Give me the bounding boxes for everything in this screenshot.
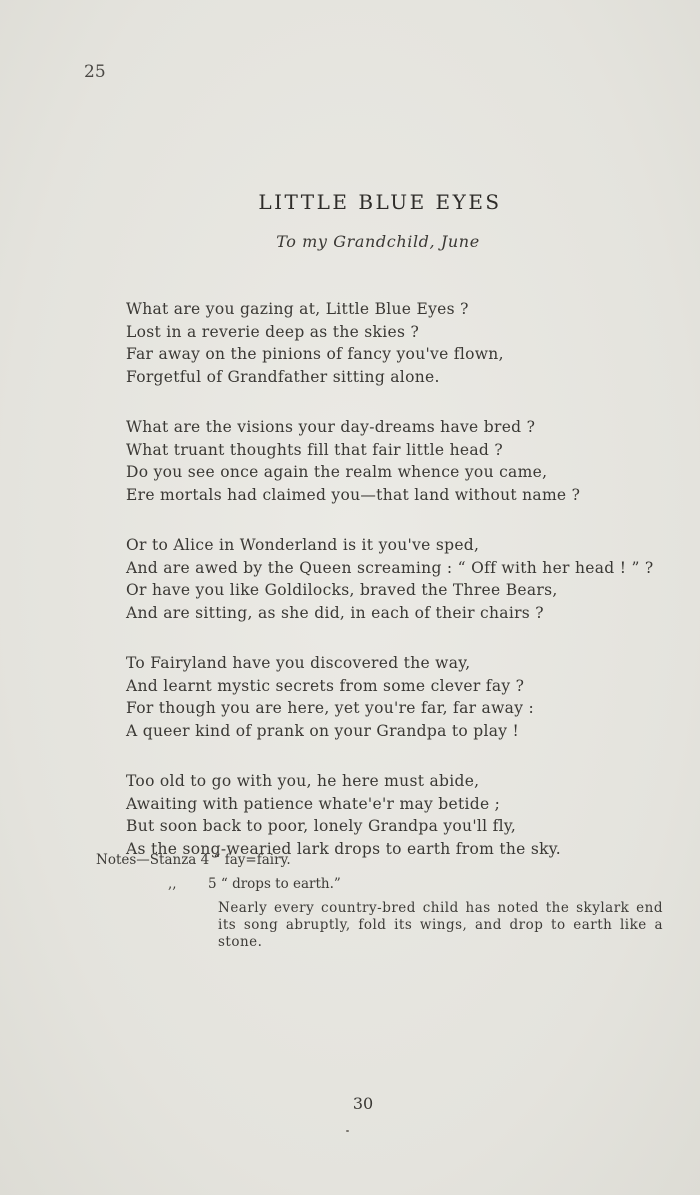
poem-line: Ere mortals had claimed you—that land without name ? xyxy=(126,485,581,504)
stanza-2 xyxy=(126,416,686,506)
poem-body xyxy=(126,298,686,888)
poem-line: Forgetful of Grandfather sitting alone. xyxy=(126,367,440,386)
poem-line: As the song-wearied lark drops to earth from the sky. xyxy=(126,839,562,858)
poem-title: LITTLE BLUE EYES xyxy=(258,190,502,214)
ditto-mark: ,, xyxy=(168,876,177,892)
stanza-1 xyxy=(126,298,686,388)
poem-line: Lost in a reverie deep as the skies ? xyxy=(126,322,420,341)
corner-page-number: 25 xyxy=(84,62,106,82)
notes-section xyxy=(96,848,676,951)
poem-line: Awaiting with patience whate'e'r may betide ; xyxy=(126,794,501,813)
note-line-2 xyxy=(96,872,676,896)
poem-line: And are sitting, as she did, in each of their chairs ? xyxy=(126,603,544,622)
page-number: 30 xyxy=(352,1094,374,1113)
note-line-1: Notes—Stanza 4 “ fay=fairy. xyxy=(96,852,291,868)
poem-line: Do you see once again the realm whence you came, xyxy=(126,463,548,481)
poem-line: And learnt mystic secrets from some clever fay ? xyxy=(126,676,525,695)
poem-line: What are the visions your day-dreams have bred ? xyxy=(126,418,536,436)
ink-speck xyxy=(346,1130,349,1132)
poem-line: Far away on the pinions of fancy you've flown, xyxy=(126,345,504,363)
stanza-5 xyxy=(126,770,686,860)
poem-line: What are you gazing at, Little Blue Eyes ? xyxy=(126,300,469,318)
poem-line: Or to Alice in Wonderland is it you've sped, xyxy=(126,536,480,554)
poem-line: For though you are here, yet you're far, far away : xyxy=(126,699,535,717)
poem-line: Too old to go with you, he here must abide, xyxy=(126,772,480,790)
poem-dedication: To my Grandchild, June xyxy=(276,232,480,251)
poem-line: And are awed by the Queen screaming : “ Off with her head ! ” ? xyxy=(126,558,654,577)
note-line-2-text: 5 “ drops to earth.” xyxy=(208,876,341,892)
poem-line: A queer kind of prank on your Grandpa to play ! xyxy=(126,721,520,740)
poem-line: But soon back to poor, lonely Grandpa you'll fly, xyxy=(126,817,517,835)
stanza-3 xyxy=(126,534,686,624)
poem-line: What truant thoughts fill that fair little head ? xyxy=(126,440,503,459)
poem-line: Or have you like Goldilocks, braved the Three Bears, xyxy=(126,581,558,599)
note-explanation: Nearly every country-bred child has noted the skylark end its song abruptly, fold its wings, and drop to earth like a stone. xyxy=(218,900,663,950)
poem-line: To Fairyland have you discovered the way, xyxy=(126,654,471,672)
stanza-4 xyxy=(126,652,686,742)
